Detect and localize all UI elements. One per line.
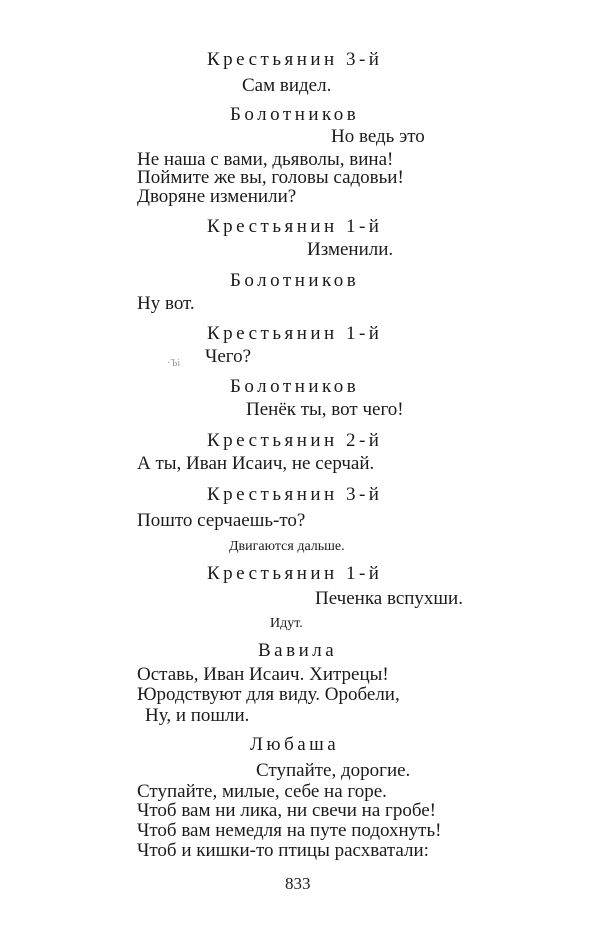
verse-line: Печенка вспухши. <box>315 588 463 609</box>
speaker-name: Крестьянин 3-й <box>207 484 383 505</box>
verse-line: Не наша с вами, дьяволы, вина! <box>137 149 394 170</box>
speaker-name: Крестьянин 1-й <box>207 323 383 344</box>
verse-line: Пошто серчаешь-то? <box>137 510 306 531</box>
verse-line: Юродствуют для виду. Оробели, <box>137 684 400 705</box>
verse-line: Оставь, Иван Исаич. Хитрецы! <box>137 664 389 685</box>
speaker-name: Крестьянин 3-й <box>207 49 383 70</box>
verse-line: Чего? <box>205 346 252 367</box>
speaker-name: Крестьянин 1-й <box>207 216 383 237</box>
margin-mark: ·Ъi <box>167 358 181 369</box>
speaker-name: Любаша <box>250 734 340 755</box>
verse-line: Чтоб вам ни лика, ни свечи на гробе! <box>137 800 436 821</box>
verse-line: Поймите же вы, головы садовьи! <box>137 167 404 188</box>
verse-line: Пенёк ты, вот чего! <box>246 399 404 420</box>
speaker-name: Крестьянин 2-й <box>207 430 383 451</box>
verse-line: Чтоб и кишки-то птицы расхватали: <box>137 840 429 861</box>
page-number: 833 <box>285 874 311 893</box>
verse-line: Ну, и пошли. <box>145 705 250 726</box>
verse-line: А ты, Иван Исаич, не серчай. <box>137 453 375 474</box>
verse-line: Ну вот. <box>137 293 195 314</box>
speaker-name: Болотников <box>230 376 360 397</box>
verse-line: Дворяне изменили? <box>137 186 297 207</box>
speaker-name: Крестьянин 1-й <box>207 563 383 584</box>
speaker-name: Вавила <box>258 640 338 661</box>
stage-direction: Идут. <box>270 616 303 631</box>
speaker-name: Болотников <box>230 270 360 291</box>
verse-line: Сам видел. <box>242 75 332 96</box>
speaker-name: Болотников <box>230 104 360 125</box>
verse-line: Ступайте, милые, себе на горе. <box>137 781 387 802</box>
verse-line: Изменили. <box>307 239 394 260</box>
verse-line: Ступайте, дорогие. <box>256 760 411 781</box>
verse-line: Чтоб вам немедля на путе подохнуть! <box>137 820 442 841</box>
verse-line: Но ведь это <box>331 126 425 147</box>
stage-direction: Двигаются дальше. <box>229 539 345 554</box>
